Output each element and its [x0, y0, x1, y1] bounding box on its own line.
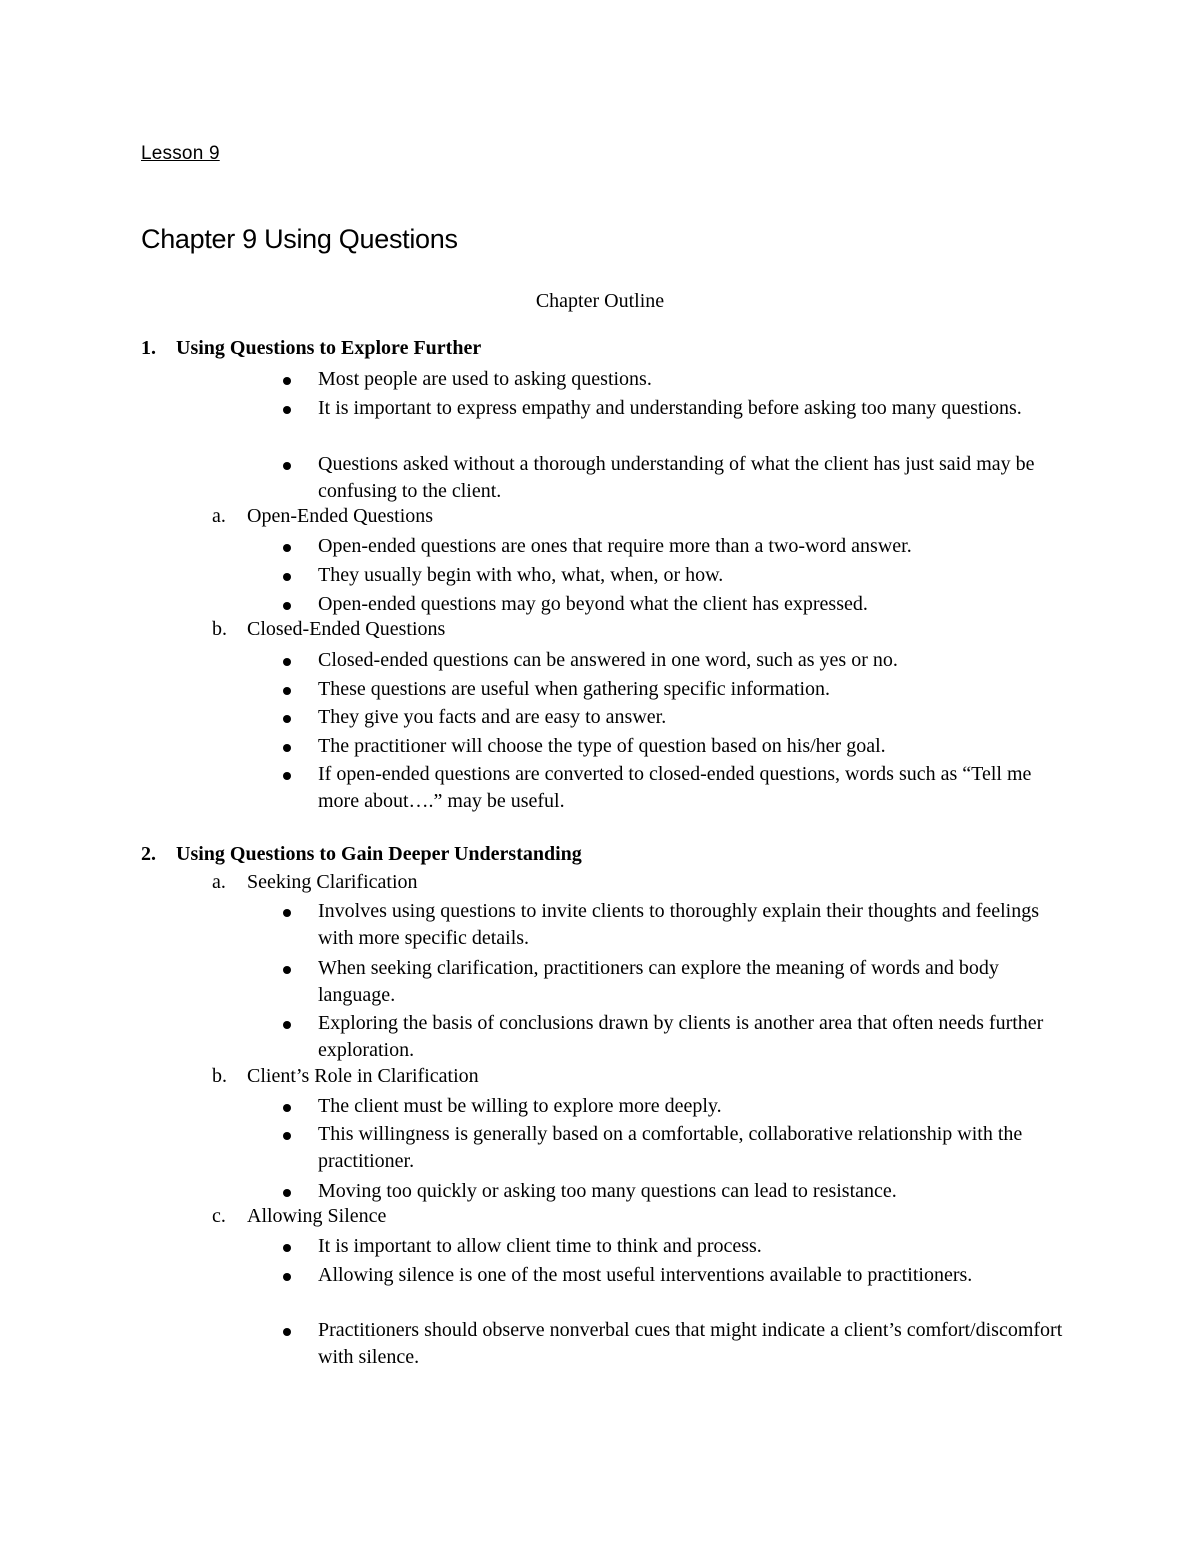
list-item	[283, 1317, 1063, 1371]
bullet-text: These questions are useful when gathering specific information.	[318, 678, 831, 700]
list-item	[283, 761, 1063, 815]
list-item	[283, 1233, 1063, 1260]
bullet-text: The practitioner will choose the type of question based on his/her goal.	[318, 735, 886, 757]
list-item	[283, 647, 1063, 674]
bullet-text: When seeking clarification, practitioners can explore the meaning of words and body language.	[318, 957, 999, 1006]
bullet-icon	[283, 1132, 291, 1140]
bullet-text: Most people are used to asking questions.	[318, 368, 652, 390]
bullet-icon	[283, 462, 291, 470]
bullet-text: Questions asked without a thorough understanding of what the client has just said may be confusing to the client.	[318, 453, 1035, 502]
bullet-icon	[283, 1189, 291, 1197]
list-item	[283, 533, 1063, 560]
bullet-text: If open-ended questions are converted to closed-ended questions, words such as “Tell me more about….” may be useful.	[318, 763, 1032, 812]
bullet-text: Practitioners should observe nonverbal cues that might indicate a client’s comfort/discomfort with silence.	[318, 1319, 1063, 1368]
list-item	[283, 1093, 1063, 1120]
bullet-icon	[283, 715, 291, 723]
section-number: 1.	[141, 337, 156, 359]
bullet-icon	[283, 658, 291, 666]
subsection-letter: b.	[212, 1065, 227, 1087]
bullet-icon	[283, 909, 291, 917]
bullet-icon	[283, 573, 291, 581]
subsection-title: Seeking Clarification	[247, 871, 418, 893]
section-title: Using Questions to Explore Further	[176, 337, 482, 359]
list-item	[283, 366, 1063, 393]
subsection-1b-heading	[212, 618, 445, 641]
bullet-text: Exploring the basis of conclusions drawn by clients is another area that often needs further exploration.	[318, 1012, 1044, 1061]
list-item	[283, 955, 1063, 1009]
bullet-icon	[283, 744, 291, 752]
list-item	[283, 591, 1063, 618]
list-item	[283, 1262, 1063, 1289]
subsection-2b-heading	[212, 1065, 479, 1088]
subsection-1a-heading	[212, 505, 433, 528]
bullet-icon	[283, 1328, 291, 1336]
bullet-text: Closed-ended questions can be answered in one word, such as yes or no.	[318, 649, 898, 671]
bullet-text: It is important to allow client time to think and process.	[318, 1235, 762, 1257]
bullet-icon	[283, 602, 291, 610]
bullet-text: The client must be willing to explore more deeply.	[318, 1095, 722, 1117]
bullet-text: Moving too quickly or asking too many questions can lead to resistance.	[318, 1180, 897, 1202]
list-item	[283, 451, 1063, 505]
bullet-icon	[283, 544, 291, 552]
subsection-letter: b.	[212, 618, 227, 640]
bullet-text: Open-ended questions may go beyond what the client has expressed.	[318, 593, 868, 615]
bullet-icon	[283, 1021, 291, 1029]
section-1-heading	[141, 337, 481, 360]
outline-heading: Chapter Outline	[535, 290, 665, 312]
bullet-text: They usually begin with who, what, when, or how.	[318, 564, 724, 586]
lesson-label: Lesson 9	[141, 143, 220, 164]
section-number: 2.	[141, 843, 156, 865]
bullet-icon	[283, 772, 291, 780]
subsection-letter: c.	[212, 1205, 226, 1227]
bullet-text: This willingness is generally based on a comfortable, collaborative relationship with the practitioner.	[318, 1123, 1023, 1172]
subsection-2c-heading	[212, 1205, 386, 1228]
list-item	[283, 395, 1063, 422]
bullet-text: Allowing silence is one of the most useful interventions available to practitioners.	[318, 1264, 973, 1286]
chapter-title: Chapter 9 Using Questions	[141, 224, 458, 254]
bullet-icon	[283, 1273, 291, 1281]
bullet-icon	[283, 406, 291, 414]
section-2-heading	[141, 843, 582, 866]
bullet-icon	[283, 1244, 291, 1252]
list-item	[283, 1121, 1063, 1175]
bullet-icon	[283, 687, 291, 695]
list-item	[283, 562, 1063, 589]
bullet-text: It is important to express empathy and understanding before asking too many questions.	[318, 397, 1022, 419]
subsection-letter: a.	[212, 505, 226, 527]
list-item	[283, 704, 1063, 731]
list-item	[283, 898, 1063, 952]
subsection-title: Open-Ended Questions	[247, 505, 434, 527]
list-item	[283, 1178, 1063, 1205]
subsection-title: Closed-Ended Questions	[247, 618, 446, 640]
bullet-icon	[283, 1104, 291, 1112]
subsection-2a-heading	[212, 871, 418, 894]
bullet-icon	[283, 377, 291, 385]
subsection-title: Client’s Role in Clarification	[247, 1065, 479, 1087]
list-item	[283, 1010, 1063, 1064]
bullet-icon	[283, 966, 291, 974]
bullet-text: They give you facts and are easy to answer.	[318, 706, 667, 728]
section-title: Using Questions to Gain Deeper Understanding	[176, 843, 582, 865]
subsection-title: Allowing Silence	[247, 1205, 387, 1227]
list-item	[283, 676, 1063, 703]
bullet-text: Open-ended questions are ones that require more than a two-word answer.	[318, 535, 912, 557]
bullet-text: Involves using questions to invite clients to thoroughly explain their thoughts and feelings with more specific details.	[318, 900, 1040, 949]
list-item	[283, 733, 1063, 760]
subsection-letter: a.	[212, 871, 226, 893]
